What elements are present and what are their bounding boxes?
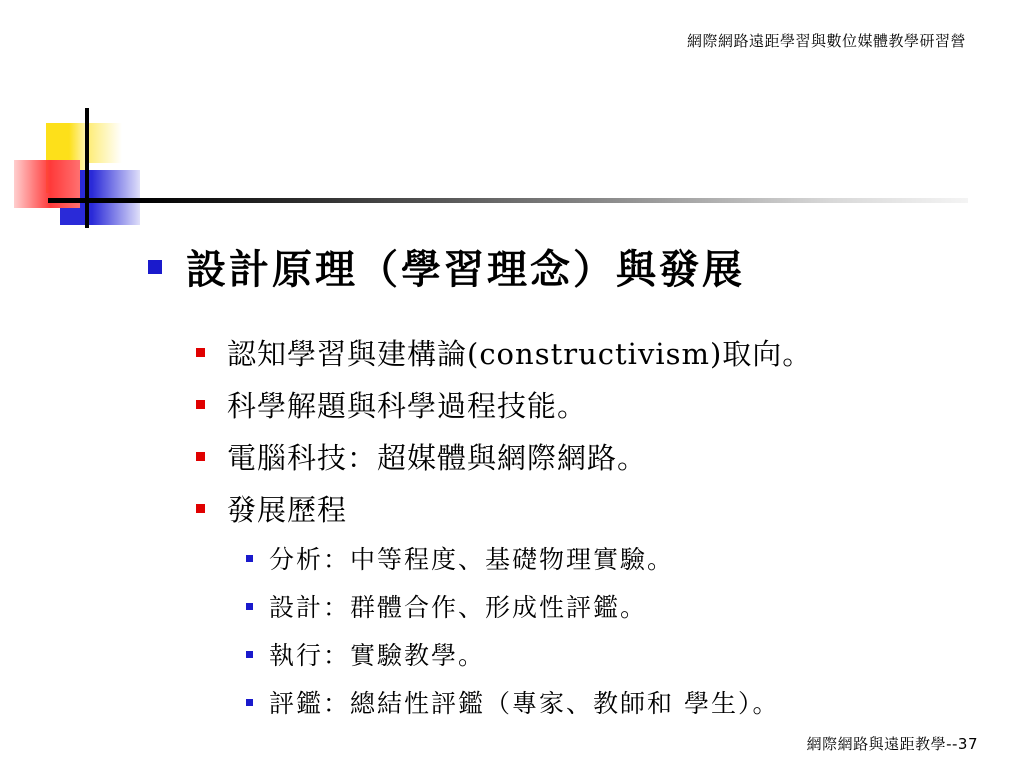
sub-list-item	[196, 534, 812, 582]
bullet-icon	[196, 452, 205, 461]
slide-title: 設計原理（學習理念）與發展	[186, 246, 745, 293]
sub-bullet-icon	[246, 555, 253, 562]
sub-bullet-icon	[246, 699, 253, 706]
list-item-text: 認知學習與建構論(constructivism)取向。	[227, 336, 813, 371]
logo-yellow-fade	[88, 123, 122, 163]
sub-bullet-icon	[246, 603, 253, 610]
sub-list-item-text: 分析：中等程度、基礎物理實驗。	[269, 545, 675, 574]
sub-list-item	[196, 582, 812, 630]
sub-bullet-icon	[246, 651, 253, 658]
list-item	[196, 378, 812, 430]
sub-list-item	[196, 630, 812, 678]
bullet-icon	[196, 504, 205, 513]
sub-list-item-text: 設計：群體合作、形成性評鑑。	[269, 593, 648, 622]
title-divider	[48, 198, 968, 203]
list-item	[196, 430, 812, 482]
decorative-logo	[0, 0, 160, 240]
logo-vertical-line	[85, 108, 89, 228]
list-item	[196, 482, 812, 534]
list-item-text: 發展歷程	[227, 492, 348, 527]
list-item-text: 電腦科技：超媒體與網際網路。	[227, 440, 648, 475]
title-bullet-icon	[148, 260, 162, 274]
slide-footer: 網際網路與遠距教學--37	[806, 735, 978, 753]
slide-content	[196, 326, 812, 726]
list-item	[196, 326, 812, 378]
bullet-icon	[196, 400, 205, 409]
slide-header: 網際網路遠距學習與數位媒體教學研習營	[686, 32, 966, 50]
sub-list-item-text: 執行：實驗教學。	[269, 641, 486, 670]
sub-list-item-text: 評鑑：總結性評鑑（專家、教師和 學生）。	[269, 689, 780, 718]
slide-title-row	[148, 238, 745, 295]
sub-list-item	[196, 678, 812, 726]
list-item-text: 科學解題與科學過程技能。	[227, 388, 588, 423]
bullet-icon	[196, 348, 205, 357]
